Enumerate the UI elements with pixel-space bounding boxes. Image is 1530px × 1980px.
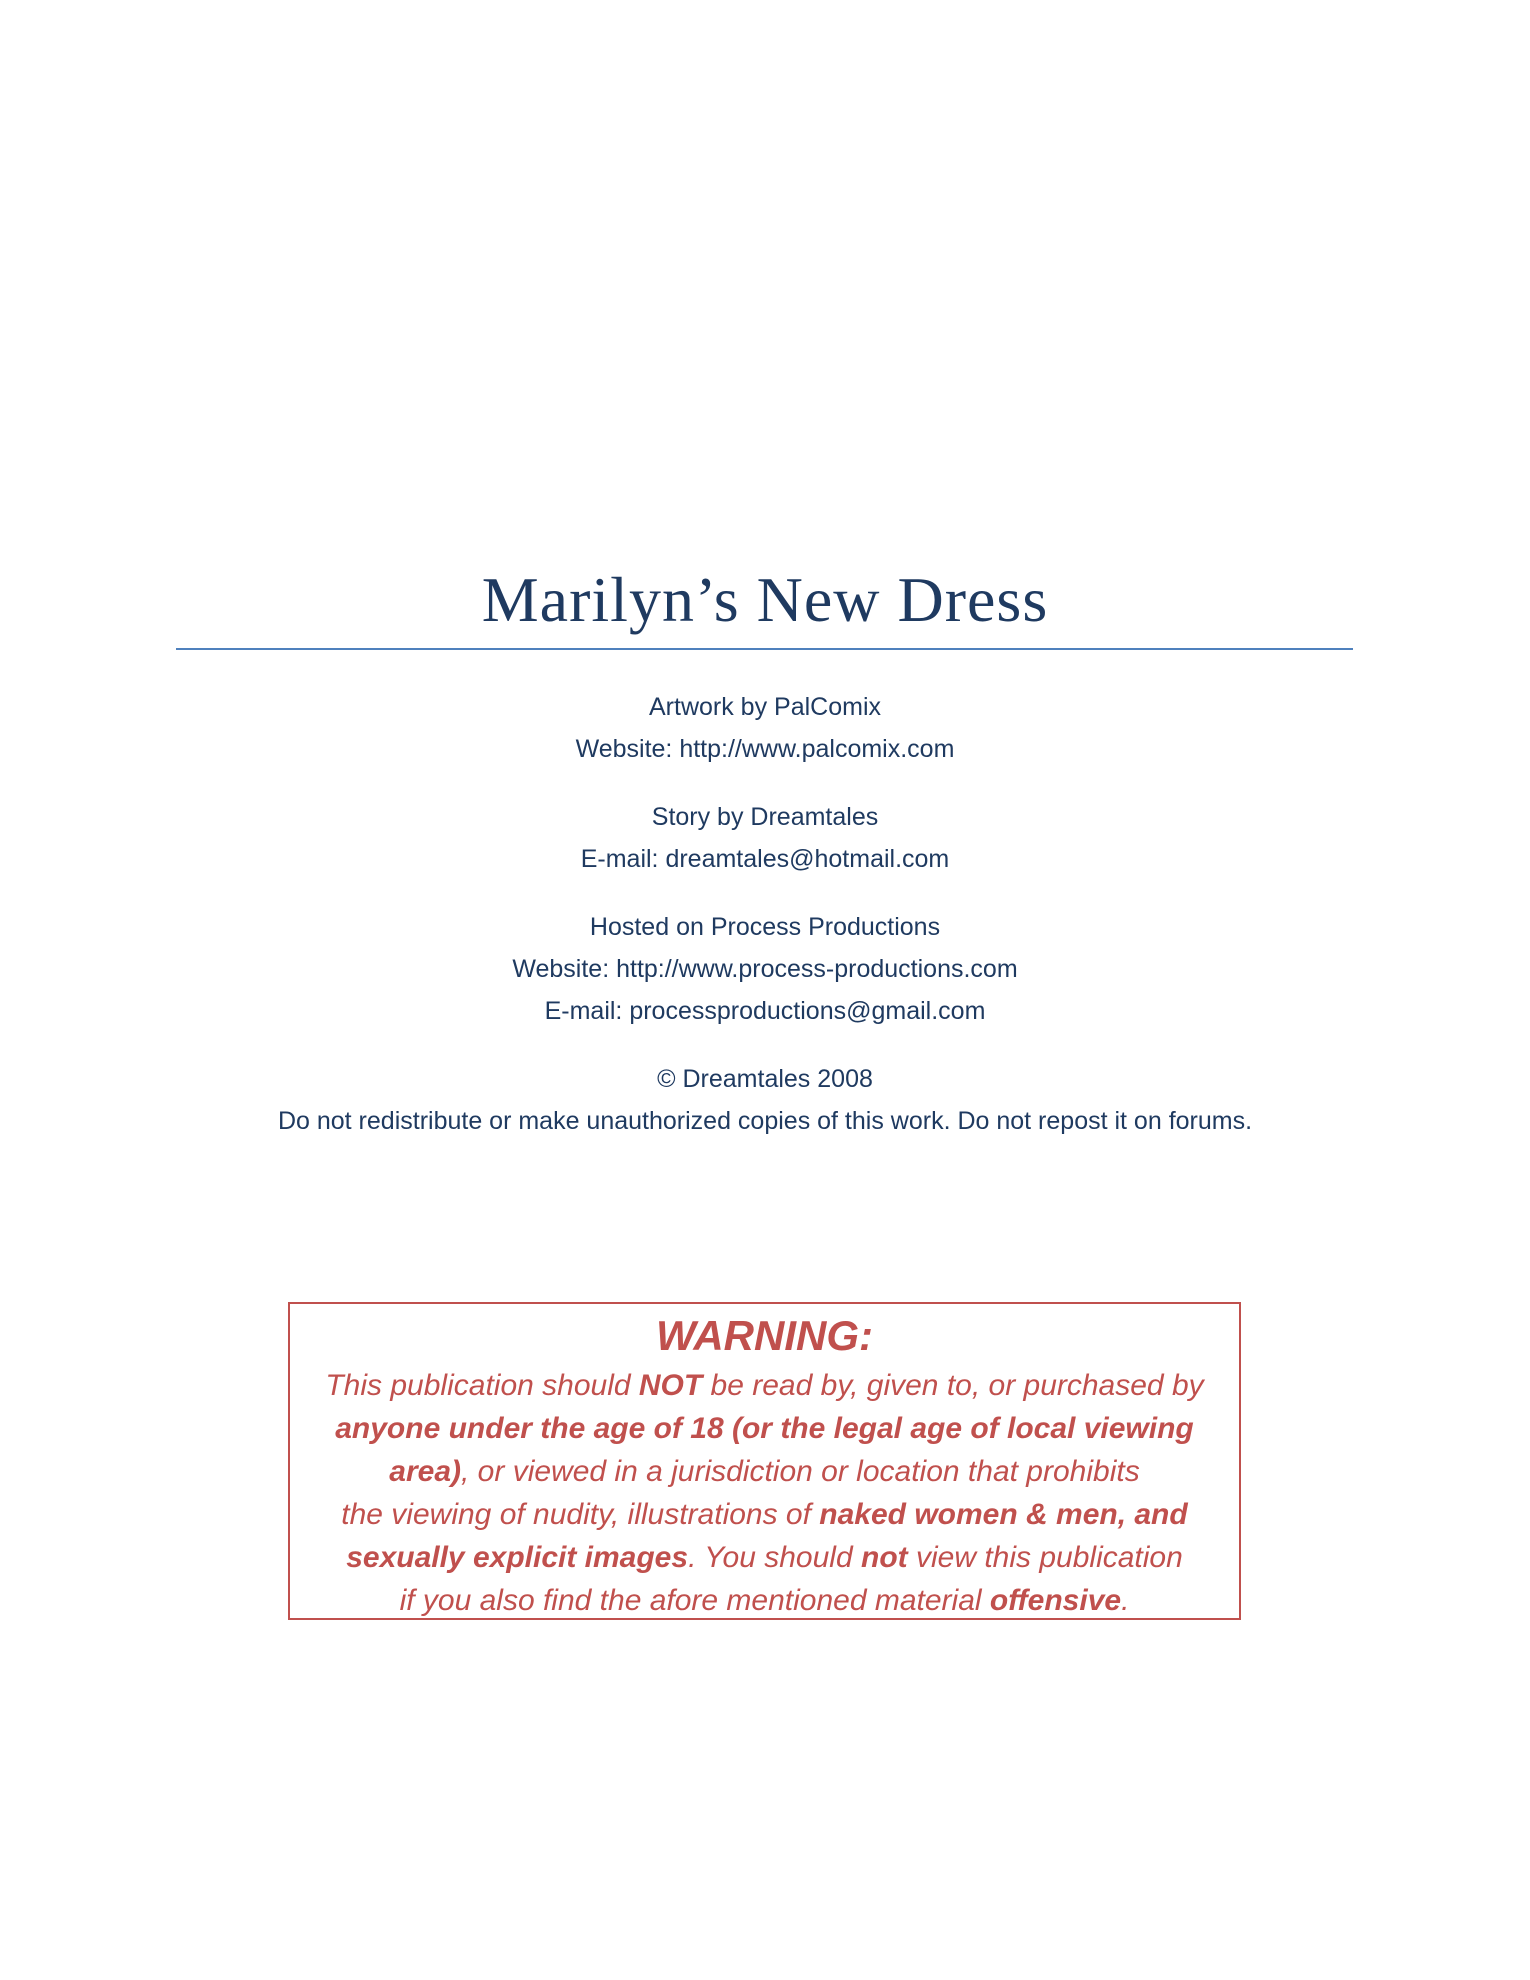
warning-text-fragment: be read by, given to, or purchased by [702,1369,1204,1402]
warning-emphasis: offensive [989,1584,1122,1617]
document-title: Marilyn’s New Dress [481,564,1049,635]
hosted-website: Website: http://www.process-productions.com [512,955,1018,983]
warning-line: anyone under the age of 18 (or the legal age of local viewing [335,1412,1194,1445]
warning-emphasis: NOT [638,1369,703,1402]
warning-heading: WARNING: [656,1312,873,1359]
warning-text-fragment: if you also find the afore mentioned material [399,1584,990,1617]
hosted-email: E-mail: processproductions@gmail.com [544,997,986,1025]
warning-text-fragment: . You should [688,1541,861,1574]
warning-line [290,1536,1239,1579]
hosted-line: Hosted on Process Productions [589,913,941,941]
warning-text-fragment: . [1121,1584,1130,1617]
artwork-credit [0,686,1530,770]
warning-line [290,1493,1239,1536]
story-line: Story by Dreamtales [651,803,879,831]
warning-line [290,1364,1239,1407]
story-email: E-mail: dreamtales@hotmail.com [580,845,950,873]
warning-emphasis: sexually explicit images [346,1541,689,1574]
warning-text-fragment: This publication should [325,1369,639,1402]
warning-emphasis: area) [389,1455,462,1488]
copyright-block [0,1058,1530,1142]
artwork-website: Website: http://www.palcomix.com [575,735,955,763]
warning-text-fragment: the viewing of nudity, illustrations of [341,1498,820,1531]
title-divider [176,648,1353,650]
artwork-line: Artwork by PalComix [649,693,881,721]
warning-emphasis: not [861,1541,908,1574]
copyright-line: © Dreamtales 2008 [657,1065,873,1093]
warning-line [290,1579,1239,1622]
redistribution-notice: Do not redistribute or make unauthorized copies of this work. Do not repost it on forums. [277,1107,1253,1135]
warning-emphasis: naked women & men, and [819,1498,1188,1531]
warning-text-fragment: , or viewed in a jurisdiction or location that prohibits [461,1455,1140,1488]
warning-box [288,1302,1241,1620]
warning-text-fragment: view this publication [907,1541,1183,1574]
hosting-credit [0,906,1530,1032]
warning-text [290,1364,1239,1622]
credits-section [0,686,1530,1168]
story-credit [0,796,1530,880]
warning-line [290,1450,1239,1493]
